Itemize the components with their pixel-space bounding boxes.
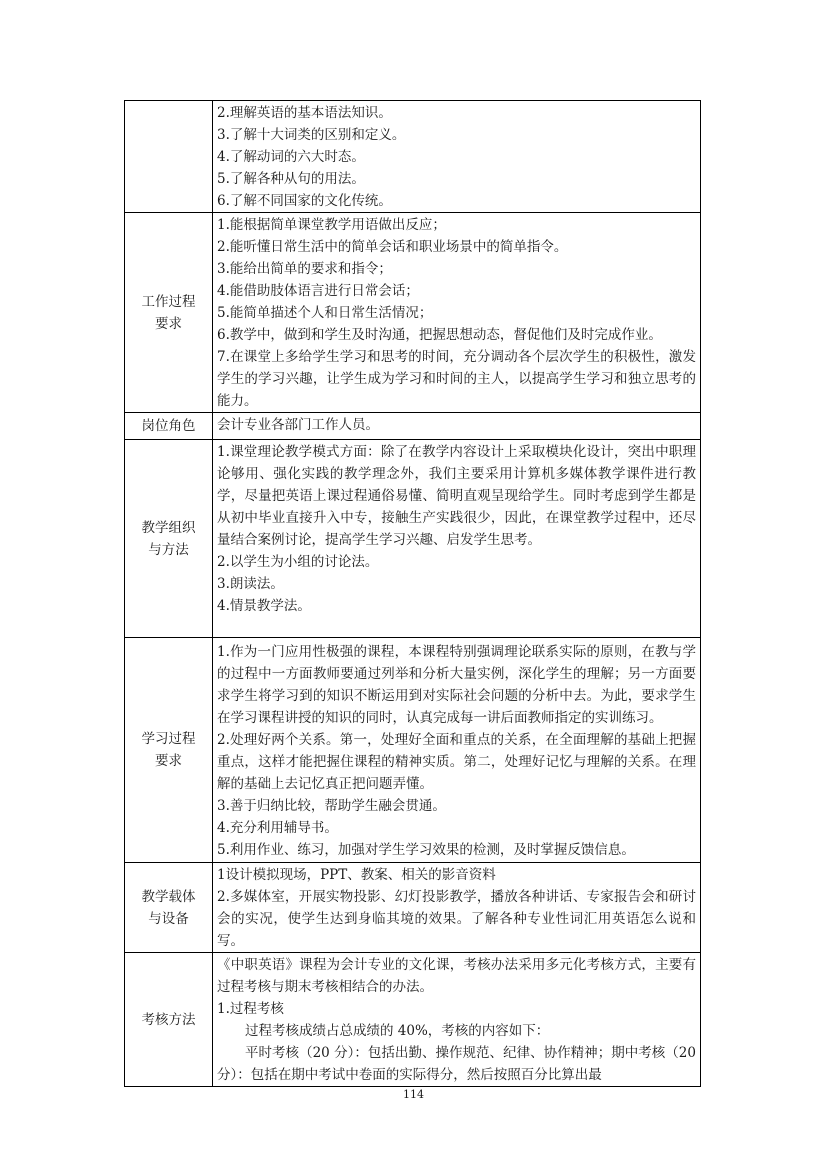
list-item: 5.能简单描述个人和日常生活情况；	[217, 305, 433, 321]
list-item: 2.处理好两个关系。第一，处理好全面和重点的关系，在全面理解的基础上把握重点，这样才能把握住课程的精神实质。第二，处理好记忆与理解的关系。在理解的基础上去记忆真正把问题弄懂。	[217, 731, 696, 792]
row-learning-process	[125, 638, 701, 863]
list-item: 3.了解十大词类的区别和定义。	[217, 127, 406, 143]
label-line: 要求	[155, 315, 182, 332]
label-line: 工作过程	[141, 293, 196, 310]
list-item: 4.了解动词的六大时态。	[217, 149, 365, 165]
list-item: 1.课堂理论教学模式方面：除了在教学内容设计上采取模块化设计，突出中职理论够用、强化实践的教学理念外，我们主要采用计算机多媒体教学课件进行教学，尽量把英语上课过程通俗易懂、简明直观呈现给学生。同时考虑到学生都是从初中毕业直接升入中专，接触生产实践很少，因此，在课堂教学过程中，还尽量结合案例讨论，提高学生学习兴趣、启发学生思考。	[217, 444, 696, 548]
content-knowledge	[213, 101, 701, 213]
assessment-intro: 《中职英语》课程为会计专业的文化课，考核办法采用多元化考核方式，主要有过程考核与期末考核相结合的办法。	[217, 957, 696, 995]
list-item: 4.情景教学法。	[217, 598, 311, 614]
list-item: 5.了解各种从句的用法。	[217, 171, 365, 187]
content-assessment	[213, 953, 701, 1087]
list-item: 3.善于归纳比较，帮助学生融会贯通。	[217, 797, 446, 814]
content-role	[213, 413, 701, 440]
assessment-paragraph: 过程考核成绩占总成绩的 40%，考核的内容如下：	[245, 1023, 550, 1039]
list-item: 2.能听懂日常生活中的简单会话和职业场景中的简单指令。	[217, 239, 568, 255]
assessment-paragraph: 平时考核（20 分）：包括出勤、操作规范、纪律、协作精神；期中考核（20 分）：包括在期中考试中卷面的实际得分，然后按照百分比算出最	[217, 1045, 696, 1083]
list-item: 5.利用作业、练习，加强对学生学习效果的检测，及时掌握反馈信息。	[217, 841, 635, 858]
label-knowledge	[125, 101, 213, 213]
label-teaching-carrier	[125, 863, 213, 953]
row-knowledge-objectives	[125, 101, 701, 213]
list-item: 1.作为一门应用性极强的课程，本课程特别强调理论联系实际的原则，在教与学的过程中一方面教师要通过列举和分析大量实例，深化学生的理解；另一方面要求学生将学习到的知识不断运用到对实际社会问题的分析中去。为此，要求学生在学习课程讲授的知识的同时，认真完成每一讲后面教师指定的实训练习。	[217, 643, 696, 726]
row-teaching-carrier	[125, 863, 701, 953]
row-work-process	[125, 213, 701, 413]
list-item: 1.能根据简单课堂教学用语做出反应；	[217, 217, 446, 233]
label-teaching-organization	[125, 440, 213, 638]
label-work-process	[125, 213, 213, 413]
row-assessment	[125, 953, 701, 1087]
content-teaching-organization	[213, 440, 701, 638]
label-role: 岗位角色	[125, 413, 213, 440]
list-item: 6.教学中，做到和学生及时沟通，把握思想动态，督促他们及时完成作业。	[217, 327, 662, 343]
row-role	[125, 413, 701, 440]
course-standard-table	[124, 100, 701, 1087]
list-item: 3.能给出简单的要求和指令；	[217, 261, 392, 277]
list-item: 2.多媒体室，开展实物投影、幻灯投影教学，播放各种讲话、专家报告会和研讨会的实况，使学生达到身临其境的效果。了解各种专业性词汇用英语怎么说和写。	[217, 889, 696, 949]
label-line: 教学组织	[141, 519, 196, 536]
list-item: 3.朗读法。	[217, 576, 284, 592]
content-learning-process	[213, 638, 701, 863]
list-item: 4.充分利用辅导书。	[217, 819, 338, 836]
row-teaching-organization	[125, 440, 701, 638]
role-text: 会计专业各部门工作人员。	[217, 417, 379, 433]
label-line: 要求	[155, 753, 182, 769]
content-teaching-carrier	[213, 863, 701, 953]
list-item: 7.在课堂上多给学生学习和思考的时间，充分调动各个层次学生的积极性，激发学生的学习兴趣，让学生成为学习和时间的主人，以提高学生学习和独立思考的能力。	[217, 349, 696, 409]
label-line: 与设备	[148, 910, 189, 927]
list-item: 4.能借助肢体语言进行日常会话；	[217, 283, 419, 299]
label-line: 学习过程	[141, 731, 196, 747]
label-assessment: 考核方法	[125, 953, 213, 1087]
page-number: 114	[403, 1088, 424, 1101]
list-item: 2.理解英语的基本语法知识。	[217, 105, 392, 121]
label-line: 与方法	[148, 541, 189, 558]
label-line: 教学载体	[141, 888, 196, 905]
list-item: 2.以学生为小组的讨论法。	[217, 554, 379, 570]
list-item: 6.了解不同国家的文化传统。	[217, 193, 392, 209]
assessment-subheading: 1.过程考核	[217, 1001, 284, 1017]
content-work-process	[213, 213, 701, 413]
label-learning-process	[125, 638, 213, 863]
list-item: 1设计模拟现场，PPT、教案、相关的影音资料	[217, 867, 496, 883]
